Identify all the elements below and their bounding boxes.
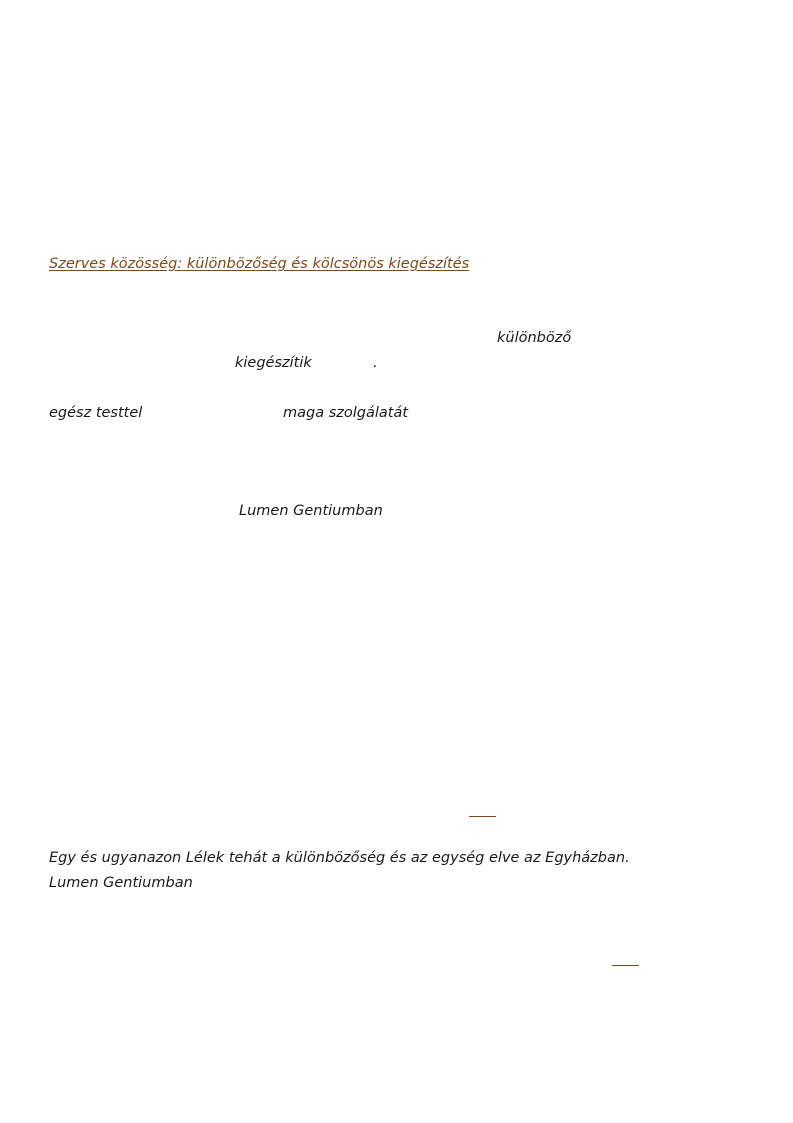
section-heading-link[interactable]: Szerves közösség: különbözőség és kölcsönös kiegészítés	[49, 256, 470, 272]
italic-fragment: Lumen Gentiumban	[49, 875, 193, 891]
footnote-link-underline[interactable]	[612, 965, 639, 966]
italic-fragment: kiegészítik	[235, 355, 312, 371]
italic-fragment: maga szolgálatát	[283, 405, 409, 421]
footnote-link-underline[interactable]	[469, 816, 496, 817]
italic-fragment: Lumen Gentiumban	[239, 503, 383, 519]
italic-fragment: egész testtel	[49, 405, 143, 421]
italic-sentence: Egy és ugyanazon Lélek tehát a különbözőség és az egység elve az Egyházban.	[49, 850, 630, 866]
italic-fragment: különböző	[497, 330, 572, 346]
italic-fragment: .	[373, 355, 378, 371]
